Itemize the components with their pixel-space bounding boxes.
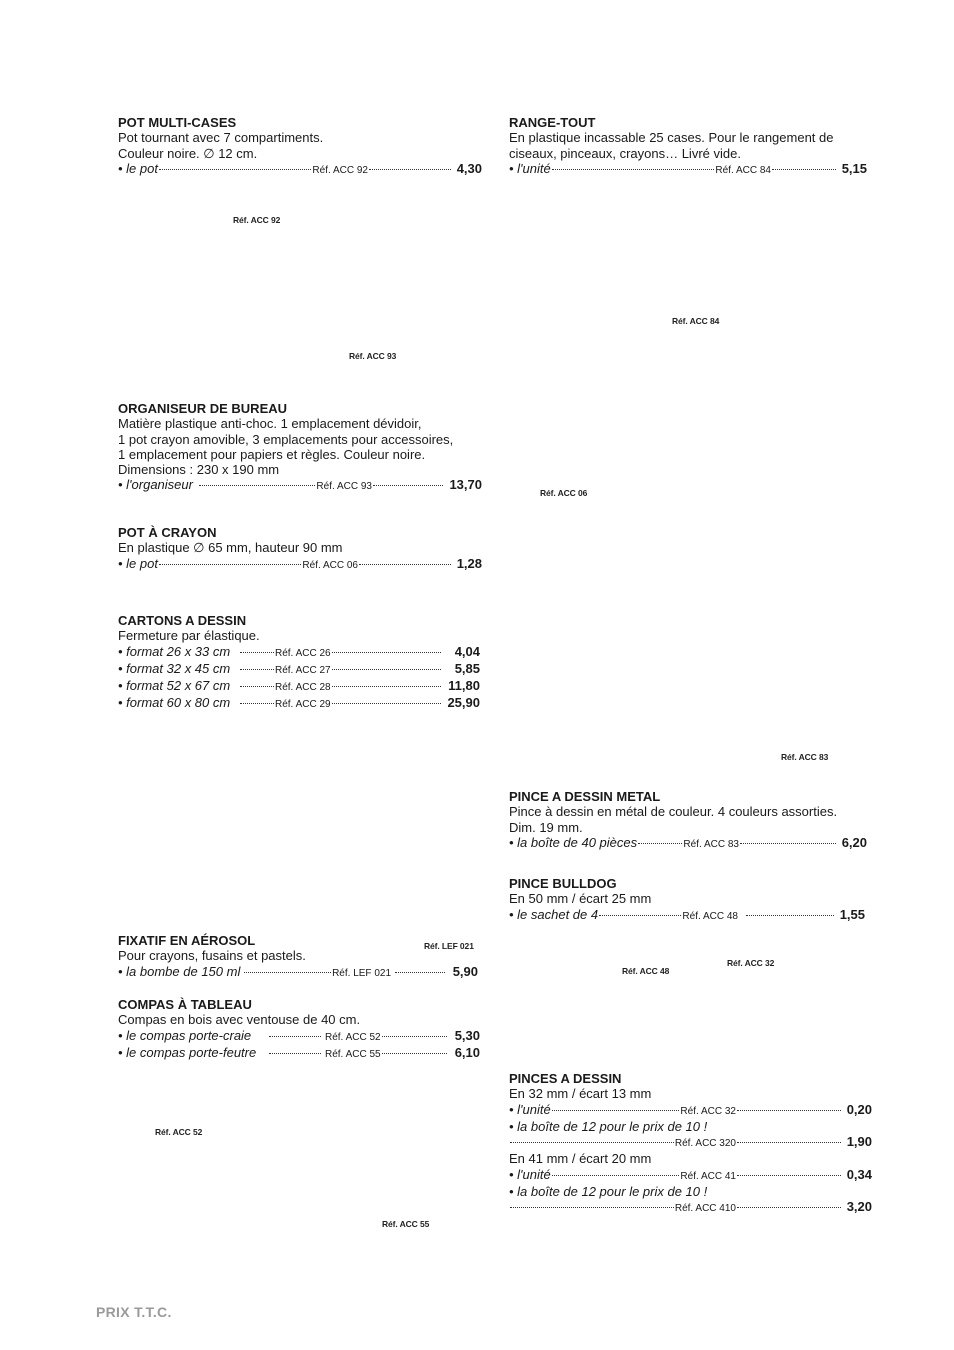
image-ref-caption: Réf. ACC 48	[622, 966, 670, 976]
product-desc: 1 emplacement pour papiers et règles. Couleur noire.	[118, 446, 426, 462]
product-desc: En plastique incassable 25 cases. Pour le rangement de	[509, 130, 834, 146]
leader-dots	[552, 1110, 680, 1111]
item-ref: Réf. ACC 83	[683, 838, 739, 850]
product-desc: 1 pot crayon amovible, 3 emplacements pour accessoires,	[118, 431, 454, 447]
leader-dots	[740, 843, 836, 844]
product-desc: En plastique ∅ 65 mm, hauteur 90 mm	[118, 540, 343, 556]
product-desc: Compas en bois avec ventouse de 40 cm.	[118, 1012, 361, 1028]
price-line	[118, 1028, 480, 1045]
price-line	[509, 1167, 872, 1184]
product-pinces-dessin	[509, 1071, 872, 1217]
product-desc: Matière plastique anti-choc. 1 emplacement dévidoir,	[118, 416, 422, 432]
product-desc: Fermeture par élastique.	[118, 628, 260, 644]
image-ref-caption: Réf. ACC 92	[233, 215, 281, 225]
price-line	[509, 835, 867, 852]
product-pince-metal	[509, 789, 867, 852]
item-price: 0,34	[846, 1166, 872, 1182]
item-price: 11,80	[448, 678, 480, 694]
product-title: POT MULTI-CASES	[118, 115, 237, 130]
image-ref-caption: Réf. ACC 06	[540, 488, 588, 498]
item-label: • la boîte de 12 pour le prix de 10 !	[509, 1184, 708, 1200]
leader-dots	[269, 1036, 321, 1037]
price-line	[118, 661, 480, 678]
price-line	[118, 161, 482, 178]
item-price: 5,30	[454, 1027, 480, 1043]
leader-dots	[737, 1142, 841, 1143]
item-ref: Réf. ACC 26	[275, 647, 331, 659]
item-price: 13,70	[449, 477, 482, 493]
item-label: • format 52 x 67 cm	[118, 678, 231, 694]
leader-dots	[737, 1175, 841, 1176]
leader-dots	[552, 1175, 680, 1176]
product-desc: Pour crayons, fusains et pastels.	[118, 948, 306, 964]
product-desc: Dimensions : 230 x 190 mm	[118, 462, 280, 478]
item-label: • l'organiseur	[118, 477, 193, 493]
image-ref-caption: Réf. ACC 93	[349, 351, 397, 361]
leader-dots	[382, 1053, 447, 1054]
item-label: • l'unité	[509, 1166, 551, 1182]
leader-dots	[240, 686, 274, 687]
product-range-tout	[509, 115, 867, 178]
price-line	[118, 1045, 480, 1062]
leader-dots	[359, 564, 451, 565]
item-ref: Réf. ACC 27	[275, 664, 331, 676]
product-title: PINCE A DESSIN METAL	[509, 789, 661, 804]
product-title: RANGE-TOUT	[509, 115, 596, 130]
item-label: • le pot	[118, 555, 158, 571]
image-ref-caption: Réf. ACC 32	[727, 958, 775, 968]
item-ref: Réf. ACC 84	[715, 164, 771, 176]
item-label: • l'unité	[509, 160, 551, 176]
item-label: • le pot	[118, 160, 158, 176]
leader-dots	[199, 485, 315, 486]
leader-dots	[772, 169, 836, 170]
product-title: PINCES A DESSIN	[509, 1071, 622, 1086]
price-line	[118, 964, 478, 981]
leader-dots	[332, 703, 441, 704]
item-label: • format 26 x 33 cm	[118, 643, 231, 659]
product-organiseur	[118, 401, 482, 495]
item-price: 1,55	[839, 906, 865, 922]
leader-dots	[638, 843, 682, 844]
leader-dots	[737, 1207, 841, 1208]
price-line	[509, 907, 865, 924]
price-line	[509, 1134, 872, 1151]
item-ref: Réf. ACC 320	[674, 1138, 736, 1150]
item-ref: Réf. ACC 410	[674, 1203, 736, 1215]
leader-dots	[269, 1053, 321, 1054]
item-price: 6,10	[454, 1044, 480, 1060]
item-ref: Réf. ACC 93	[316, 481, 372, 493]
item-ref: Réf. ACC 29	[275, 699, 331, 711]
leader-dots	[395, 972, 445, 973]
item-price: 25,90	[447, 695, 480, 711]
price-line	[118, 477, 482, 494]
leader-dots	[552, 169, 715, 170]
leader-dots	[737, 1110, 841, 1111]
leader-dots	[373, 485, 443, 486]
image-ref-caption: Réf. ACC 52	[155, 1127, 203, 1137]
item-label: • format 60 x 80 cm	[118, 695, 231, 711]
item-price: 4,04	[454, 643, 480, 659]
leader-dots	[746, 915, 834, 916]
product-desc: ciseaux, pinceaux, crayons… Livré vide.	[509, 145, 741, 161]
price-line	[118, 644, 480, 661]
item-label: • la bombe de 150 ml	[118, 963, 241, 979]
item-ref: Réf. ACC 28	[275, 682, 331, 694]
leader-dots	[240, 669, 274, 670]
price-line	[509, 1199, 872, 1216]
item-ref: Réf. ACC 92	[312, 164, 368, 176]
image-ref-caption: Réf. ACC 83	[781, 752, 829, 762]
product-desc: Pot tournant avec 7 compartiments.	[118, 130, 324, 146]
product-title: CARTONS A DESSIN	[118, 613, 247, 628]
item-price: 5,90	[452, 963, 478, 979]
item-label: • la boîte de 40 pièces	[509, 834, 638, 850]
item-label: • le compas porte-feutre	[118, 1044, 257, 1060]
item-ref: Réf. LEF 021	[332, 967, 391, 979]
leader-dots	[510, 1207, 674, 1208]
leader-dots	[159, 564, 301, 565]
image-ref-caption: Réf. ACC 84	[672, 316, 720, 326]
product-title: FIXATIF EN AÉROSOL	[118, 933, 256, 948]
product-pot-multi-cases	[118, 115, 482, 178]
product-cartons-dessin	[118, 613, 480, 713]
item-ref: Réf. ACC 48	[682, 910, 738, 922]
price-line	[509, 161, 867, 178]
item-price: 1,28	[456, 555, 482, 571]
leader-dots	[240, 703, 274, 704]
image-ref-caption: Réf. LEF 021	[424, 941, 474, 951]
leader-dots	[332, 686, 441, 687]
leader-dots	[510, 1142, 674, 1143]
item-price: 5,85	[454, 660, 480, 676]
product-pince-bulldog	[509, 876, 865, 924]
leader-dots	[244, 972, 331, 973]
product-desc: Dim. 19 mm.	[509, 819, 583, 835]
price-line	[118, 695, 480, 712]
product-subtitle: En 32 mm / écart 13 mm	[509, 1086, 652, 1102]
item-ref: Réf. ACC 06	[302, 559, 358, 571]
product-subtitle: En 41 mm / écart 20 mm	[509, 1151, 652, 1167]
price-footer: PRIX T.T.C.	[96, 1304, 172, 1320]
item-price: 4,30	[456, 160, 482, 176]
item-label: • format 32 x 45 cm	[118, 660, 231, 676]
product-title: PINCE BULLDOG	[509, 876, 617, 891]
item-ref: Réf. ACC 55	[325, 1048, 381, 1060]
product-title: ORGANISEUR DE BUREAU	[118, 401, 288, 416]
item-label: • la boîte de 12 pour le prix de 10 !	[509, 1118, 708, 1134]
product-desc: Couleur noire. ∅ 12 cm.	[118, 145, 258, 161]
leader-dots	[332, 652, 441, 653]
leader-dots	[332, 669, 441, 670]
product-title: COMPAS À TABLEAU	[118, 997, 252, 1012]
leader-dots	[159, 169, 311, 170]
price-line	[509, 1102, 872, 1119]
item-price: 3,20	[846, 1199, 872, 1215]
leader-dots	[382, 1036, 447, 1037]
price-line	[118, 556, 482, 573]
item-price: 5,15	[841, 160, 867, 176]
item-ref: Réf. ACC 41	[680, 1170, 736, 1182]
product-pot-crayon	[118, 525, 482, 573]
item-label: • le compas porte-craie	[118, 1027, 252, 1043]
item-price: 6,20	[841, 834, 867, 850]
leader-dots	[599, 915, 681, 916]
item-ref: Réf. ACC 52	[325, 1031, 381, 1043]
item-label: • le sachet de 4	[509, 906, 599, 922]
product-title: POT À CRAYON	[118, 525, 217, 540]
leader-dots	[369, 169, 451, 170]
item-ref: Réf. ACC 32	[680, 1105, 736, 1117]
item-label: • l'unité	[509, 1101, 551, 1117]
product-desc: Pince à dessin en métal de couleur. 4 couleurs assorties.	[509, 804, 838, 820]
item-price: 0,20	[846, 1101, 872, 1117]
price-line	[118, 678, 480, 695]
leader-dots	[240, 652, 274, 653]
image-ref-caption: Réf. ACC 55	[382, 1219, 430, 1229]
item-price: 1,90	[846, 1134, 872, 1150]
product-compas	[118, 997, 480, 1062]
product-desc: En 50 mm / écart 25 mm	[509, 891, 652, 907]
